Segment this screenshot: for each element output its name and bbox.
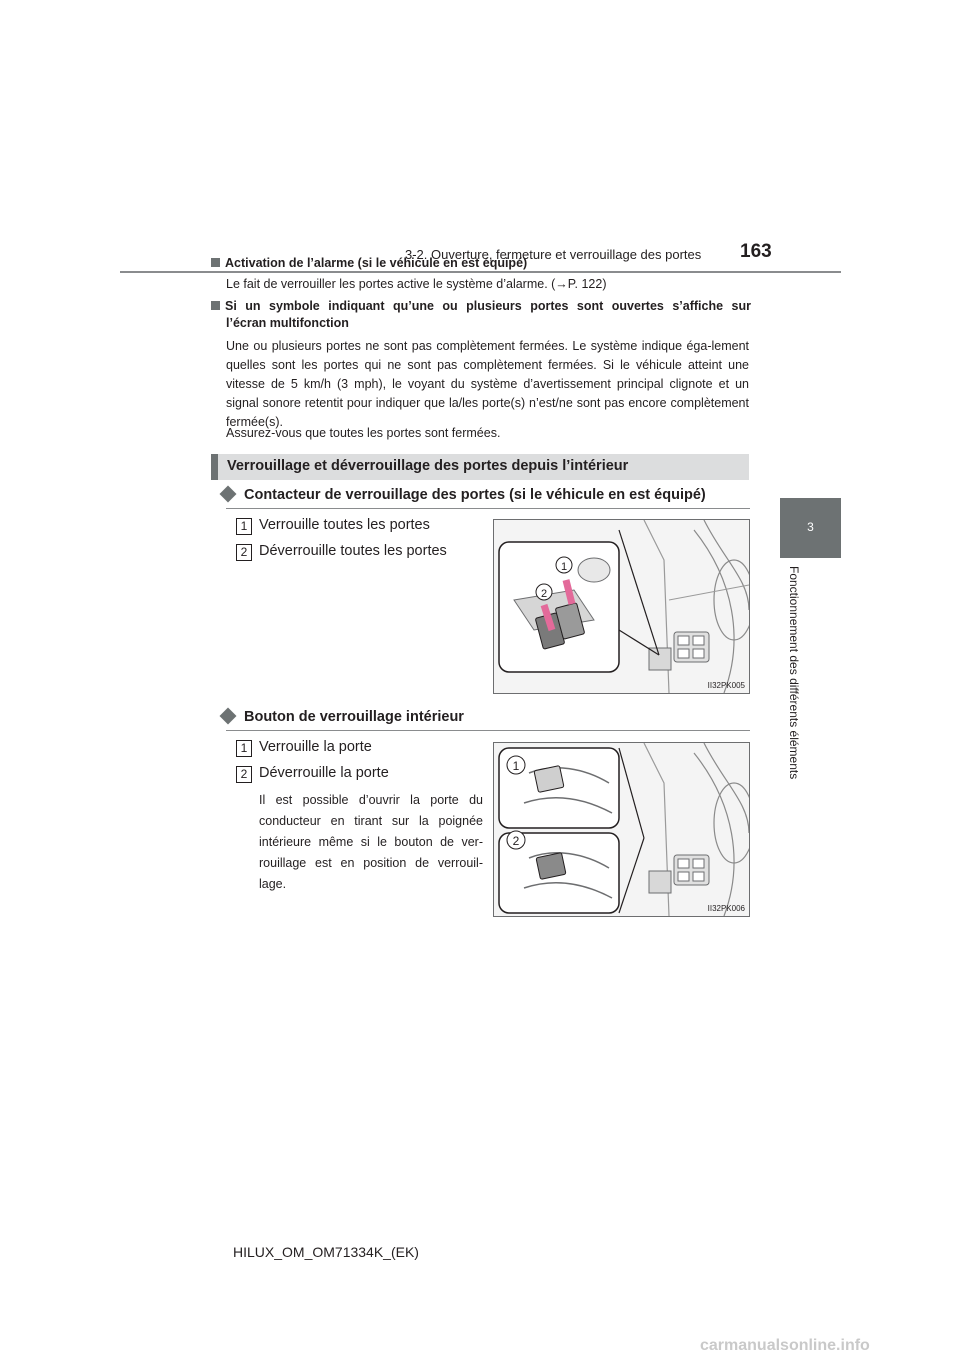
subsection-divider — [226, 508, 750, 509]
callout-label: 1 — [512, 759, 520, 773]
item-label: Déverrouille la porte — [259, 765, 389, 781]
diamond-bullet-icon — [220, 486, 237, 503]
note-body-alarm: Le fait de verrouiller les portes active le système d’alarme. (→P. 122) — [226, 277, 607, 291]
square-bullet-icon — [211, 258, 220, 267]
callout-label: 2 — [512, 834, 520, 848]
subsection-heading-button: Bouton de verrouillage intérieur — [220, 709, 464, 725]
item-label: Déverrouille toutes les portes — [259, 543, 447, 559]
item-number: 1 — [236, 740, 252, 757]
item-number: 2 — [236, 766, 252, 783]
driver-door-paragraph: Il est possible d’ouvrir la porte du conducteur en tirant sur la poignée intérieure même si le bouton de ver-rouillage est en position de verrouil-lage. — [259, 793, 483, 891]
subsection-heading-switch: Contacteur de verrouillage des portes (si le véhicule en est équipé) — [220, 487, 706, 503]
callout-label: 1 — [560, 561, 568, 573]
item-label: Verrouille la porte — [259, 739, 372, 755]
header-section-title: 3-2. Ouverture, fermeture et verrouillage des portes — [405, 247, 702, 262]
item-number: 1 — [236, 518, 252, 535]
callout-label: 2 — [540, 588, 548, 600]
figure-lock-button — [493, 742, 750, 917]
item-label: Verrouille toutes les portes — [259, 517, 430, 533]
section-title: Verrouillage et déverrouillage des portes depuis l’intérieur — [227, 458, 629, 474]
chapter-title: Fonctionnement des différents éléments — [787, 566, 801, 780]
lock-button-illustration — [494, 743, 749, 916]
figure-code: II32PK006 — [707, 904, 745, 913]
watermark: carmanualsonline.info — [700, 1337, 870, 1354]
note-title-door-symbol: Si un symbole indiquant qu’une ou plusieurs portes sont ouvertes s’affiche sur l’écran multifonction — [211, 298, 751, 332]
note-title-alarm: Activation de l’alarme (si le véhicule en est équipé) — [211, 255, 527, 272]
section-marker — [211, 454, 218, 480]
note-body-door-reminder: Assurez-vous que toutes les portes sont fermées. — [226, 426, 501, 440]
document-footer: HILUX_OM_OM71334K_(EK) — [233, 1244, 419, 1260]
figure-lock-switch — [493, 519, 750, 694]
subsection-divider — [226, 730, 750, 731]
square-bullet-icon — [211, 301, 220, 310]
chapter-title-vertical — [787, 566, 803, 798]
chapter-number: 3 — [807, 520, 814, 534]
note-body-door-symbol: Une ou plusieurs portes ne sont pas complètement fermées. Le système indique éga-lement quelles sont les portes qui ne sont pas complètement fermées. Si le véhicule atteint une vitesse de 5 km/h (3 mph), le voyant du système d’avertissement principal clignote et un signal sonore retentit pour indiquer que la/les porte(s) n’est/ne sont pas encore complètement fermée(s). — [226, 339, 749, 429]
page-number: 163 — [740, 241, 772, 262]
item-number: 2 — [236, 544, 252, 561]
figure-code: II32PK005 — [707, 681, 745, 690]
diamond-bullet-icon — [220, 708, 237, 725]
lock-switch-illustration — [494, 520, 749, 693]
section-header — [211, 454, 749, 480]
